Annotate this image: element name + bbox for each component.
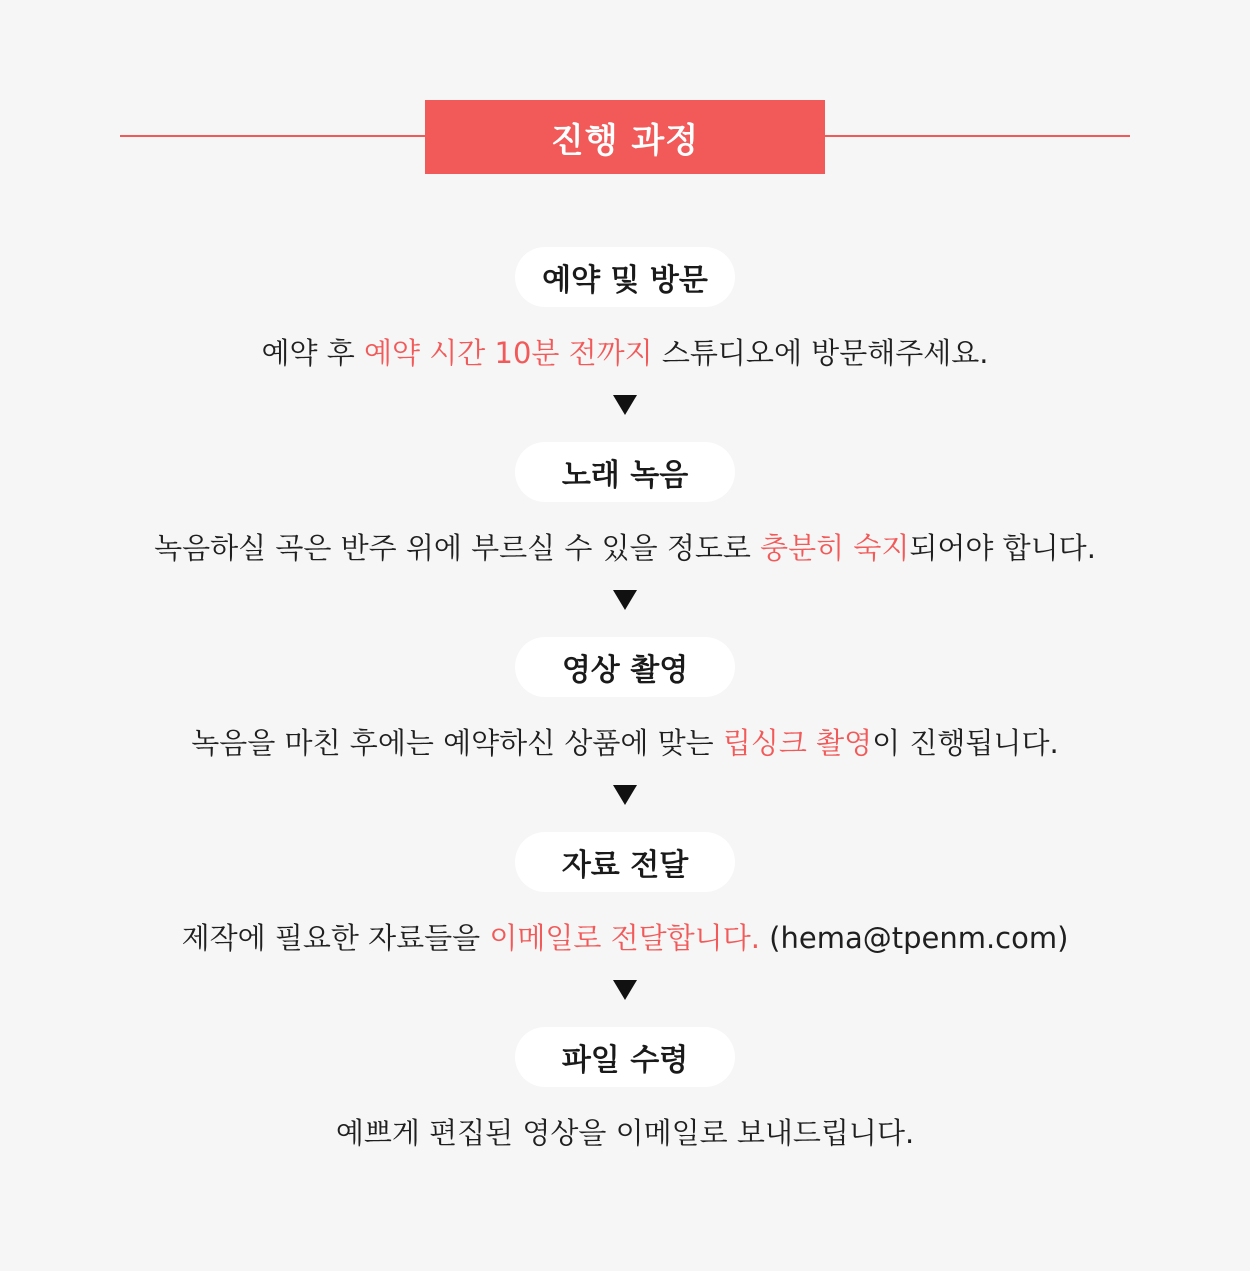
step-description bbox=[0, 526, 1250, 567]
section-header bbox=[425, 100, 825, 174]
down-arrow-icon bbox=[613, 590, 637, 610]
step-description-text: 예쁘게 편집된 영상을 이메일로 보내드립니다. bbox=[335, 1116, 915, 1150]
step-description bbox=[0, 1111, 1250, 1152]
step-description-highlight: 립싱크 촬영 bbox=[722, 726, 873, 760]
down-arrow-icon bbox=[613, 785, 637, 805]
step-description-highlight: 이메일로 전달합니다. bbox=[489, 921, 760, 955]
step-description-text: 예약 후 bbox=[261, 336, 364, 370]
step-description bbox=[0, 331, 1250, 372]
step-description-highlight: 충분히 숙지 bbox=[760, 531, 910, 565]
step-description-text: 되어야 합니다. bbox=[909, 531, 1096, 565]
header-divider-left bbox=[120, 135, 426, 137]
down-arrow-icon bbox=[613, 980, 637, 1000]
step-title-pill: 자료 전달 bbox=[515, 832, 735, 892]
step-title-pill: 예약 및 방문 bbox=[515, 247, 735, 307]
step-description-highlight: 예약 시간 10분 전까지 bbox=[364, 336, 653, 370]
step-title-pill: 영상 촬영 bbox=[515, 637, 735, 697]
step-description bbox=[0, 721, 1250, 762]
step-description-text: 녹음을 마친 후에는 예약하신 상품에 맞는 bbox=[191, 726, 723, 760]
process-step bbox=[0, 832, 1250, 1027]
step-description-text: 스튜디오에 방문해주세요. bbox=[652, 336, 989, 370]
step-description-text: 녹음하실 곡은 반주 위에 부르실 수 있을 정도로 bbox=[154, 531, 761, 565]
step-title-pill: 노래 녹음 bbox=[515, 442, 735, 502]
step-description-text: 이 진행됩니다. bbox=[872, 726, 1059, 760]
process-step bbox=[0, 247, 1250, 442]
step-description-text: (hema@tpenm.com) bbox=[759, 921, 1069, 955]
down-arrow-icon bbox=[613, 395, 637, 415]
process-step bbox=[0, 1027, 1250, 1222]
step-title-pill: 파일 수령 bbox=[515, 1027, 735, 1087]
step-description bbox=[0, 916, 1250, 957]
step-description-text: 제작에 필요한 자료들을 bbox=[181, 921, 490, 955]
process-steps bbox=[0, 247, 1250, 1222]
header-divider-right bbox=[824, 135, 1130, 137]
process-step bbox=[0, 442, 1250, 637]
process-step bbox=[0, 637, 1250, 832]
section-title: 진행 과정 bbox=[550, 120, 700, 161]
